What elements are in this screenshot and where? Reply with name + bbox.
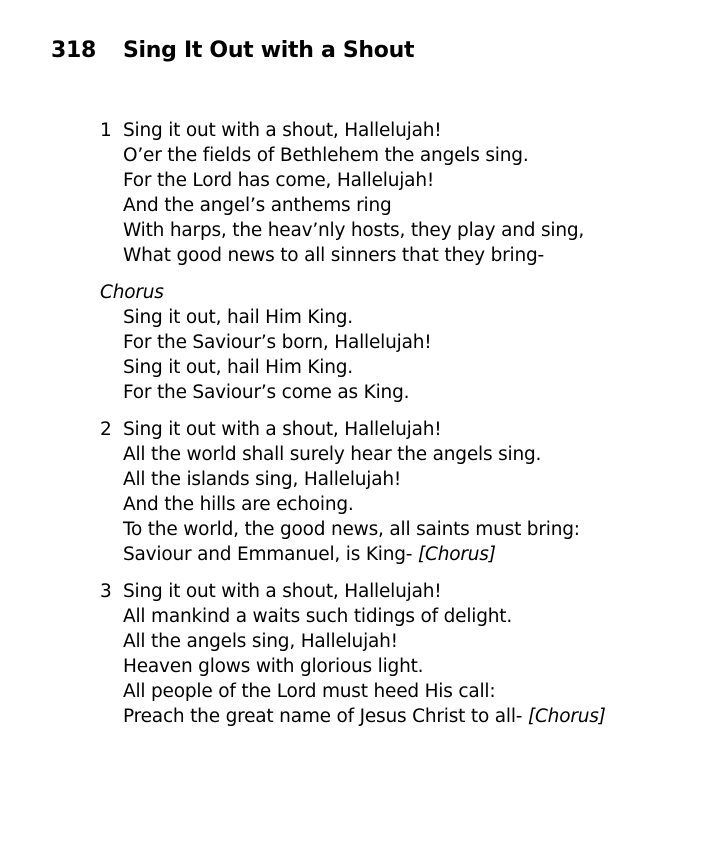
- verse-line-text: And the angel’s anthems ring: [123, 195, 392, 216]
- verse-line: [100, 218, 700, 243]
- verse-3: [100, 579, 700, 729]
- verse-1: [100, 118, 700, 268]
- lyrics-body: [100, 118, 700, 741]
- chorus-line: [100, 305, 700, 330]
- chorus-line: [100, 330, 700, 355]
- verse-line: [100, 654, 700, 679]
- verse-line-text: Preach the great name of Jesus Christ to all-: [123, 706, 523, 727]
- verse-line-text: All the world shall surely hear the angels sing.: [123, 444, 542, 465]
- verse-line: [100, 492, 700, 517]
- verse-line: [100, 467, 700, 492]
- hymn-number: 318: [51, 38, 97, 63]
- verse-line-text: Saviour and Emmanuel, is King-: [123, 544, 413, 565]
- verse-line-text: Sing it out with a shout, Hallelujah!: [123, 419, 442, 440]
- verse-line: [100, 679, 700, 704]
- verse-line-text: O’er the fields of Bethlehem the angels sing.: [123, 145, 529, 166]
- verse-line-text: All the angels sing, Hallelujah!: [123, 631, 398, 652]
- verse-line-text: Heaven glows with glorious light.: [123, 656, 424, 677]
- verse-line: [100, 629, 700, 654]
- verse-line: [100, 417, 700, 442]
- hymn-header: [51, 38, 414, 63]
- verse-line-text: Sing it out with a shout, Hallelujah!: [123, 581, 442, 602]
- verse-number: 1: [100, 120, 112, 141]
- verse-line: [100, 442, 700, 467]
- verse-number: 2: [100, 419, 112, 440]
- verse-number: 3: [100, 581, 112, 602]
- verse-line-text: Sing it out with a shout, Hallelujah!: [123, 120, 442, 141]
- chorus-line: [100, 355, 700, 380]
- verse-line: [100, 517, 700, 542]
- chorus-line-text: For the Saviour’s come as King.: [123, 382, 410, 403]
- chorus-line-text: Sing it out, hail Him King.: [123, 357, 353, 378]
- chorus: [100, 280, 700, 405]
- verse-line-text: To the world, the good news, all saints must bring:: [123, 519, 580, 540]
- hymn-title: Sing It Out with a Shout: [123, 38, 415, 63]
- chorus-line-text: For the Saviour’s born, Hallelujah!: [123, 332, 432, 353]
- verse-line-text: With harps, the heav’nly hosts, they play and sing,: [123, 220, 585, 241]
- verse-line: [100, 118, 700, 143]
- verse-line-text: All people of the Lord must heed His call:: [123, 681, 496, 702]
- chorus-line-text: Sing it out, hail Him King.: [123, 307, 353, 328]
- chorus-reference: [Chorus]: [417, 544, 496, 565]
- verse-line: [100, 704, 700, 729]
- chorus-line: [100, 380, 700, 405]
- chorus-label: Chorus: [100, 282, 164, 303]
- verse-line: [100, 542, 700, 567]
- verse-line: [100, 143, 700, 168]
- verse-line-text: For the Lord has come, Hallelujah!: [123, 170, 435, 191]
- chorus-reference: [Chorus]: [527, 706, 606, 727]
- verse-line-text: What good news to all sinners that they bring-: [123, 245, 545, 266]
- verse-line: [100, 243, 700, 268]
- verse-line: [100, 168, 700, 193]
- verse-line: [100, 604, 700, 629]
- verse-2: [100, 417, 700, 567]
- verse-line-text: And the hills are echoing.: [123, 494, 354, 515]
- verse-line: [100, 579, 700, 604]
- verse-line-text: All mankind a waits such tidings of delight.: [123, 606, 513, 627]
- verse-line: [100, 193, 700, 218]
- verse-line-text: All the islands sing, Hallelujah!: [123, 469, 402, 490]
